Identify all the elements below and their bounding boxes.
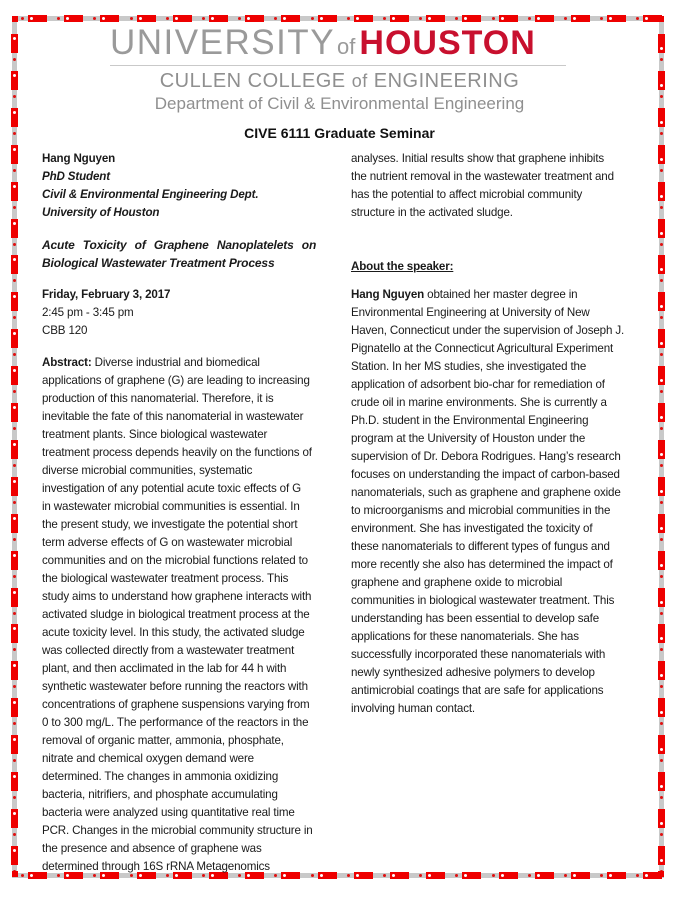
abstract-line: bacteria were analyzed using quantitative real time <box>42 806 295 819</box>
border-dot <box>13 833 16 836</box>
border-segment <box>173 15 192 22</box>
border-segment <box>535 15 554 22</box>
border-segment <box>318 15 337 22</box>
border-segment <box>11 440 18 459</box>
border-corner <box>658 871 664 877</box>
about-line: graphene and graphene oxide to microbial <box>351 576 563 589</box>
about-line: nanomaterials, such as graphene and graphene oxide <box>351 486 621 499</box>
logo-of-text: of <box>337 34 356 59</box>
border-dot <box>347 874 350 877</box>
border-segment <box>64 15 83 22</box>
border-segment <box>658 624 665 643</box>
about-line: newly synthesized adhesive polymers to develop <box>351 666 595 679</box>
left-column <box>42 150 327 876</box>
abstract-line: investigation of any potential acute toxic effects of G <box>42 482 301 495</box>
border-segment <box>658 366 665 385</box>
abstract-line: the presence and absence of graphene was <box>42 842 262 855</box>
about-line: more recently she also has determined the impact of <box>351 558 613 571</box>
logo-divider <box>110 65 566 66</box>
abstract-line: structure in the activated sludge. <box>351 206 513 219</box>
border-dot <box>564 17 567 20</box>
border-dot <box>13 464 16 467</box>
about-line: successfully incorporated these nanomaterials with <box>351 648 606 661</box>
border-segment <box>11 34 18 53</box>
speaker-name: Hang Nguyen <box>42 152 116 165</box>
talk-title <box>42 236 327 272</box>
about-line: environment. She has investigated the toxicity of <box>351 522 593 535</box>
border-segment <box>658 698 665 717</box>
about-line: these nanomaterials to different types of fungus and <box>351 540 610 553</box>
abstract-line: determined through 16S rRNA Metagenomics <box>42 860 270 873</box>
border-segment <box>658 403 665 422</box>
border-segment <box>658 661 665 680</box>
border-segment <box>658 735 665 754</box>
border-segment <box>658 255 665 274</box>
border-dot <box>13 796 16 799</box>
department-name: Department of Civil & Environmental Engineering <box>154 94 525 113</box>
abstract-line: inevitable the fate of this nanomaterial in wastewater <box>42 410 304 423</box>
border-dot <box>13 427 16 430</box>
border-dot <box>13 243 16 246</box>
border-segment <box>11 145 18 164</box>
border-dot <box>660 243 663 246</box>
border-segment <box>100 15 119 22</box>
college-name <box>0 70 679 93</box>
border-segment <box>11 624 18 643</box>
abstract-label: Abstract: <box>42 356 92 369</box>
abstract-line: PCR. Changes in the microbial community structure in <box>42 824 313 837</box>
border-dot <box>13 575 16 578</box>
about-line: involving human contact. <box>351 702 476 715</box>
border-dot <box>660 833 663 836</box>
border-segment <box>390 15 409 22</box>
abstract-line: removal of organic matter, ammonia, phosphate, <box>42 734 284 747</box>
border-segment <box>607 872 626 879</box>
abstract-line: nitrate and chemical oxygen demand were <box>42 752 254 765</box>
abstract-line: the present study, we investigate the potential short <box>42 518 298 531</box>
border-segment <box>281 15 300 22</box>
border-dot <box>311 17 314 20</box>
about-line: Station. In her MS studies, she investigated the <box>351 360 587 373</box>
about-line: understanding has been essential to develop safe <box>351 612 600 625</box>
border-segment <box>11 366 18 385</box>
border-dot <box>202 17 205 20</box>
border-dot <box>347 17 350 20</box>
border-segment <box>658 329 665 348</box>
abstract-line: treatment process depends heavily on the functions of <box>42 446 312 459</box>
border-dot <box>383 874 386 877</box>
border-segment <box>245 15 264 22</box>
border-segment <box>499 872 518 879</box>
abstract-line: was collected directly from a wastewater treatment <box>42 644 295 657</box>
border-segment <box>658 292 665 311</box>
border-segment <box>426 872 445 879</box>
border-segment <box>658 514 665 533</box>
border-dot <box>660 538 663 541</box>
border-segment <box>390 872 409 879</box>
speaker-role: PhD Student <box>42 170 110 183</box>
talk-time: 2:45 pm - 3:45 pm <box>42 306 134 319</box>
border-segment <box>11 182 18 201</box>
talk-location: CBB 120 <box>42 324 88 337</box>
college-part2: ENGINEERING <box>367 70 520 92</box>
border-dot <box>383 17 386 20</box>
logo-university-text: UNIVERSITY <box>110 23 336 62</box>
border-dot <box>13 538 16 541</box>
border-segment <box>11 846 18 865</box>
border-segment <box>11 551 18 570</box>
abstract-line: applications of graphene (G) are leading to increasing <box>42 374 310 387</box>
border-segment <box>11 219 18 238</box>
border-segment <box>462 15 481 22</box>
border-segment <box>209 15 228 22</box>
border-segment <box>11 403 18 422</box>
about-line: program at the University of Houston under the <box>351 432 586 445</box>
border-segment <box>426 15 445 22</box>
abstract-line: activated sludge in biological treatment process at the <box>42 608 310 621</box>
border-dot <box>13 169 16 172</box>
border-segment <box>499 15 518 22</box>
abstract-line: production of this nanomaterial. Therefore, it is <box>42 392 274 405</box>
border-segment <box>11 588 18 607</box>
border-segment <box>658 34 665 53</box>
abstract-line: bacteria, nitrifiers, and phosphate accumulating <box>42 788 278 801</box>
abstract-continuation <box>351 150 641 222</box>
border-dot <box>660 427 663 430</box>
seminar-title: CIVE 6111 Graduate Seminar <box>244 125 435 141</box>
border-segment <box>658 551 665 570</box>
abstract-line: in wastewater microbial communities is essential. In <box>42 500 300 513</box>
border-dot <box>660 796 663 799</box>
about-line: obtained her master degree in <box>424 288 578 301</box>
about-line: application of adsorbent bio-char for remediation of <box>351 378 605 391</box>
abstract-line: has the potential to affect microbial community <box>351 188 583 201</box>
about-line: Environmental Engineering at University of New <box>351 306 590 319</box>
border-dot <box>660 169 663 172</box>
about-line: Haven, Connecticut under the supervision of Joseph J. <box>351 324 625 337</box>
border-dot <box>492 17 495 20</box>
about-line: Ph.D. student in the Environmental Engineering <box>351 414 589 427</box>
border-corner <box>12 16 18 22</box>
border-segment <box>462 872 481 879</box>
border-segment <box>571 872 590 879</box>
university-logo <box>110 23 570 63</box>
abstract-line: analyses. Initial results show that graphene inhibits <box>351 152 605 165</box>
abstract-line: the biological wastewater treatment process. This <box>42 572 289 585</box>
border-segment <box>607 15 626 22</box>
speaker-department: Civil & Environmental Engineering Dept. <box>42 188 259 201</box>
border-dot <box>528 874 531 877</box>
border-segment <box>11 809 18 828</box>
border-dot <box>13 58 16 61</box>
border-dot <box>660 464 663 467</box>
talk-title-line1: Acute Toxicity of Graphene Nanoplatelets on <box>42 238 317 252</box>
abstract-line: diverse microbial communities, systematic <box>42 464 253 477</box>
border-dot <box>13 206 16 209</box>
border-segment <box>571 15 590 22</box>
border-segment <box>535 872 554 879</box>
right-column <box>351 150 641 718</box>
border-dot <box>564 874 567 877</box>
abstract-line: determined. The changes in ammonia oxidizing <box>42 770 279 783</box>
abstract-line: plant, and then acclimated in the lab for 44 h with <box>42 662 287 675</box>
college-part1: CULLEN COLLEGE <box>159 70 352 92</box>
border-segment <box>658 846 665 865</box>
border-segment <box>658 588 665 607</box>
about-line: applications for these nanomaterials. She has <box>351 630 579 643</box>
border-dot <box>492 874 495 877</box>
border-corner <box>12 871 18 877</box>
border-segment <box>137 15 156 22</box>
talk-title-line2: Biological Wastewater Treatment Process <box>42 256 275 270</box>
abstract-line: synthetic wastewater before running the reactors with <box>42 680 308 693</box>
border-segment <box>658 477 665 496</box>
border-segment <box>11 292 18 311</box>
abstract-line: 0 to 300 mg/L. The performance of the reactors in the <box>42 716 309 729</box>
border-segment <box>11 772 18 791</box>
border-dot <box>660 612 663 615</box>
abstract-line: treatment plants. Since biological wastewater <box>42 428 268 441</box>
border-segment <box>658 772 665 791</box>
abstract <box>42 354 327 876</box>
abstract-line: term adverse effects of G on wastewater microbial <box>42 536 293 549</box>
abstract-line: communities and on the microbial functions related to <box>42 554 308 567</box>
border-dot <box>528 17 531 20</box>
border-corner <box>658 16 664 22</box>
college-of: of <box>351 71 368 91</box>
abstract-line: concentrations of graphene suspensions varying from <box>42 698 310 711</box>
speaker-institution: University of Houston <box>42 206 160 219</box>
border-dot <box>21 17 24 20</box>
border-dot <box>130 17 133 20</box>
border-segment <box>658 145 665 164</box>
border-dot <box>660 206 663 209</box>
abstract-line: Diverse industrial and biomedical <box>91 356 260 369</box>
about-line: to microorganisms and microbial communities in the <box>351 504 611 517</box>
border-dot <box>660 501 663 504</box>
about-speaker-bio <box>351 286 641 718</box>
about-line: antimicrobial coatings that are safe for applications <box>351 684 604 697</box>
abstract-line: the nutrient removal in the wastewater treatment and <box>351 170 614 183</box>
talk-date: Friday, February 3, 2017 <box>42 288 171 301</box>
about-line: communities in biological wastewater treatment. This <box>351 594 615 607</box>
about-line: focuses on understanding the impact of carbon-based <box>351 468 620 481</box>
border-segment <box>11 477 18 496</box>
border-segment <box>658 219 665 238</box>
border-segment <box>658 182 665 201</box>
border-segment <box>354 872 373 879</box>
border-dot <box>166 17 169 20</box>
border-segment <box>658 809 665 828</box>
logo-houston-text: HOUSTON <box>359 24 536 62</box>
border-dot <box>660 58 663 61</box>
border-segment <box>11 329 18 348</box>
border-segment <box>11 735 18 754</box>
abstract-line: study aims to understand how graphene interacts with <box>42 590 312 603</box>
about-line: crude oil in marine environments. She is currently a <box>351 396 607 409</box>
border-segment <box>11 698 18 717</box>
border-segment <box>354 15 373 22</box>
border-segment <box>658 440 665 459</box>
border-segment <box>11 514 18 533</box>
border-dot <box>660 575 663 578</box>
border-dot <box>13 501 16 504</box>
border-dot <box>21 874 24 877</box>
about-heading: About the speaker: <box>351 260 454 273</box>
border-dot <box>13 612 16 615</box>
abstract-line: acute toxicity level. In this study, the activated sludge <box>42 626 305 639</box>
about-name: Hang Nguyen <box>351 288 425 301</box>
about-line: Pignatello at the Connecticut Agricultural Experiment <box>351 342 614 355</box>
about-line: supervision of Dr. Debora Rodrigues. Hang’s research <box>351 450 621 463</box>
border-segment <box>28 15 47 22</box>
border-segment <box>11 661 18 680</box>
border-segment <box>11 255 18 274</box>
